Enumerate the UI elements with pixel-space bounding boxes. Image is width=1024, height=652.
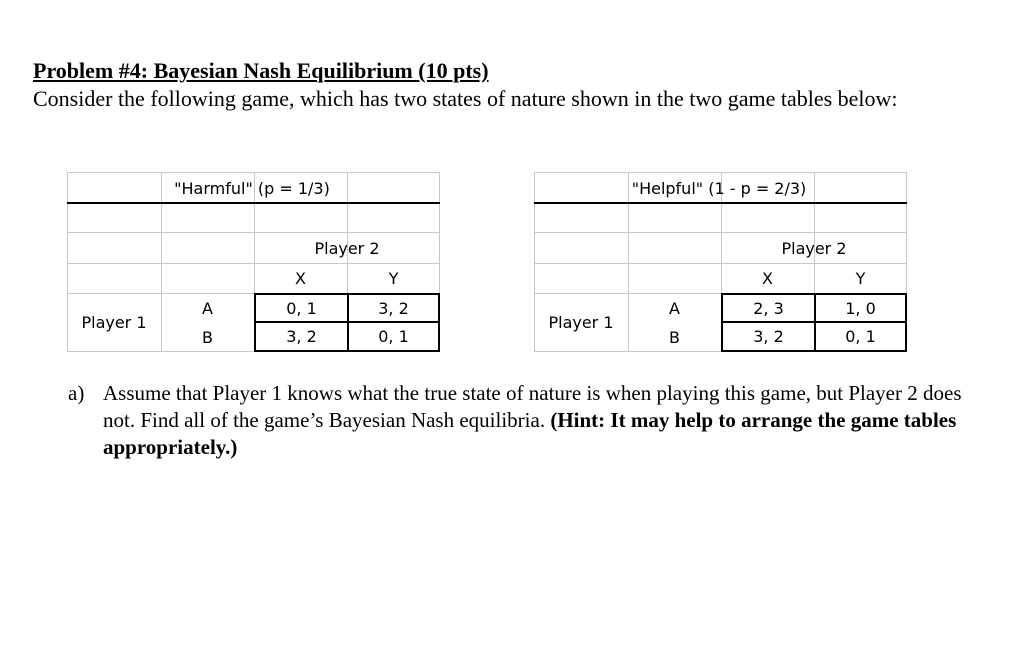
payoff-cell: 3, 2 — [753, 327, 784, 346]
header-rule — [534, 202, 907, 204]
question-a — [68, 380, 968, 461]
column-label-y: Y — [855, 268, 866, 288]
problem-intro: Consider the following game, which has two states of nature shown in the two game tables below: — [33, 86, 898, 111]
game-title: "Helpful" (1 - p = 2/3) — [631, 178, 807, 198]
column-label-x: X — [762, 268, 773, 288]
payoff-cell: 0, 1 — [286, 298, 317, 318]
payoff-cell: 1, 0 — [845, 298, 876, 318]
payoff-cell: 0, 1 — [378, 327, 409, 346]
column-player-label: Player 2 — [781, 238, 847, 258]
row-label-a: A — [669, 298, 680, 318]
payoff-cell: 3, 2 — [286, 327, 317, 346]
header-rule — [67, 202, 440, 204]
row-player-label: Player 1 — [548, 313, 614, 332]
column-label-y: Y — [388, 268, 399, 288]
row-label-b: B — [669, 327, 680, 347]
row-label-b: B — [202, 327, 213, 347]
payoff-cell: 0, 1 — [845, 327, 876, 346]
row-label-a: A — [202, 298, 213, 318]
question-hint: (Hint: It may help to arrange the game tables appropriately.) — [103, 408, 957, 459]
payoff-cell: 2, 3 — [753, 298, 784, 318]
game-table-harmful — [67, 172, 440, 352]
column-label-x: X — [295, 268, 306, 288]
column-player-label: Player 2 — [314, 238, 380, 258]
game-table-helpful — [534, 172, 907, 352]
question-body — [103, 380, 968, 461]
payoff-cell: 3, 2 — [378, 298, 409, 318]
row-player-label: Player 1 — [81, 313, 147, 332]
game-title: "Harmful" (p = 1/3) — [174, 178, 330, 198]
question-label: a) — [68, 381, 85, 405]
question-text: Assume that Player 1 knows what the true state of nature is when playing this game, but Player 2 does not. Find all of the game’s Bayesian Nash equilibria. — [103, 381, 962, 432]
problem-heading: Problem #4: Bayesian Nash Equilibrium (10 pts) — [33, 58, 489, 83]
